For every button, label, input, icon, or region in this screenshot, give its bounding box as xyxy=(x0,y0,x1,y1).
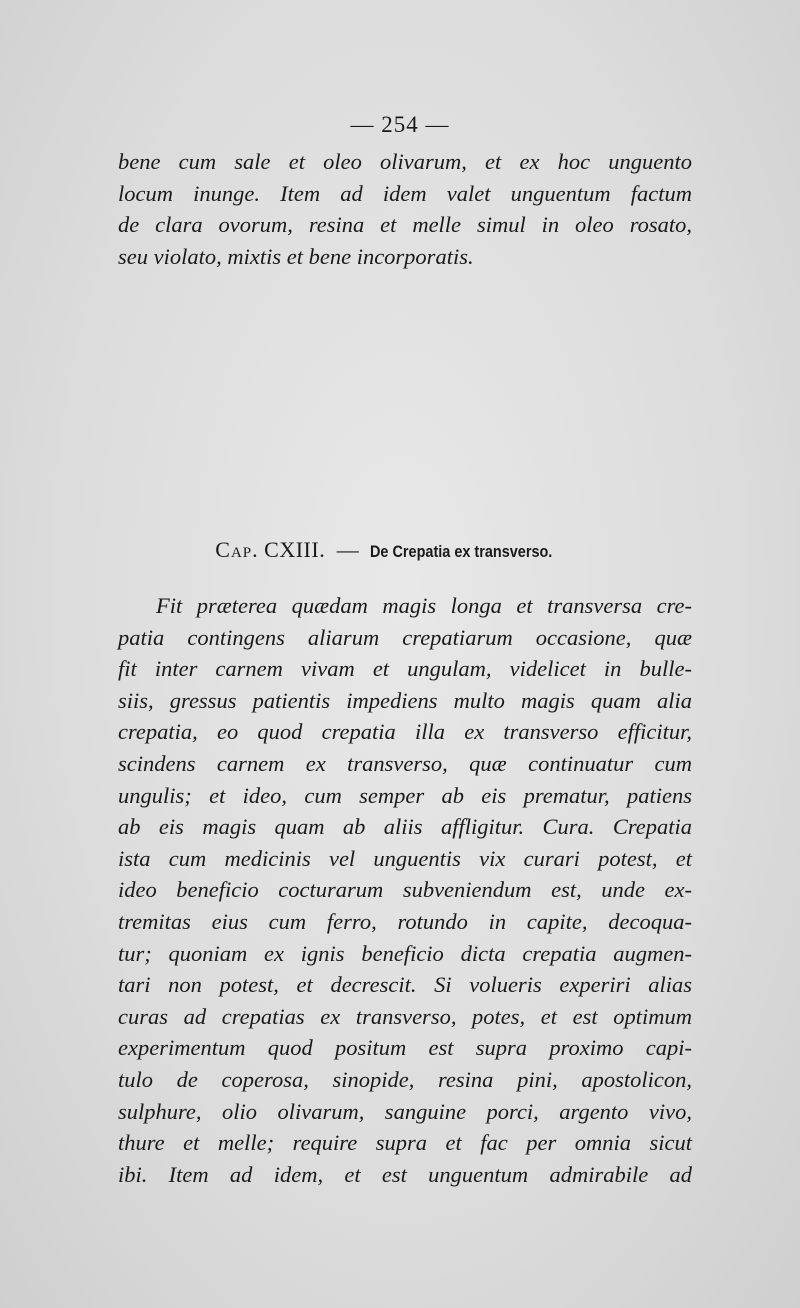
chapter-title: De Crepatia ex transverso. xyxy=(370,542,553,561)
text-line: experimentum quod positum est supra proximo capi- xyxy=(118,1035,692,1061)
page-number: — 254 — xyxy=(350,112,450,137)
chapter-paragraph xyxy=(118,590,692,1190)
text-line: siis, gressus patientis impediens multo magis quam alia xyxy=(118,687,692,713)
text-line: seu violato, mixtis et bene incorporatis. xyxy=(118,243,474,269)
text-line: curas ad crepatias ex transverso, potes, et est optimum xyxy=(118,1003,692,1029)
text-line: scindens carnem ex transverso, quæ continuatur cum xyxy=(118,750,692,776)
text-line: tari non potest, et decrescit. Si volueris experiri alias xyxy=(118,972,692,998)
chapter-dash: — xyxy=(336,537,359,562)
text-line: ibi. Item ad idem, et est unguentum admirabile ad xyxy=(118,1161,692,1187)
text-line: locum inunge. Item ad idem valet unguentum factum xyxy=(118,180,692,206)
text-line: Fit præterea quædam magis longa et transversa cre- xyxy=(156,593,692,618)
text-line: tremitas eius cum ferro, rotundo in capite, decoqua- xyxy=(118,908,692,934)
paragraph-continuation xyxy=(118,146,692,272)
chapter-heading xyxy=(0,537,800,563)
text-line: bene cum sale et oleo olivarum, et ex hoc unguento xyxy=(118,149,692,174)
chapter-label: Cap. xyxy=(215,537,259,562)
text-line: fit inter carnem vivam et ungulam, videlicet in bulle- xyxy=(118,656,692,682)
text-line: patia contingens aliarum crepatiarum occasione, quæ xyxy=(118,624,692,650)
chapter-number: CXIII. xyxy=(264,537,326,562)
text-line: tulo de coperosa, sinopide, resina pini, apostolicon, xyxy=(118,1066,692,1092)
text-line: ungulis; et ideo, cum semper ab eis prematur, patiens xyxy=(118,782,692,808)
text-line: ista cum medicinis vel unguentis vix curari potest, et xyxy=(118,845,692,871)
text-line: ideo beneficio cocturarum subveniendum est, unde ex- xyxy=(118,877,692,903)
text-line: sulphure, olio olivarum, sanguine porci, argento vivo, xyxy=(118,1098,692,1124)
text-line: crepatia, eo quod crepatia illa ex transverso efficitur, xyxy=(118,719,692,745)
text-line: thure et melle; require supra et fac per omnia sicut xyxy=(118,1130,692,1156)
text-line: tur; quoniam ex ignis beneficio dicta crepatia augmen- xyxy=(118,940,692,966)
text-line: ab eis magis quam ab aliis affligitur. Cura. Crepatia xyxy=(118,814,692,840)
text-line: de clara ovorum, resina et melle simul in oleo rosato, xyxy=(118,212,692,238)
